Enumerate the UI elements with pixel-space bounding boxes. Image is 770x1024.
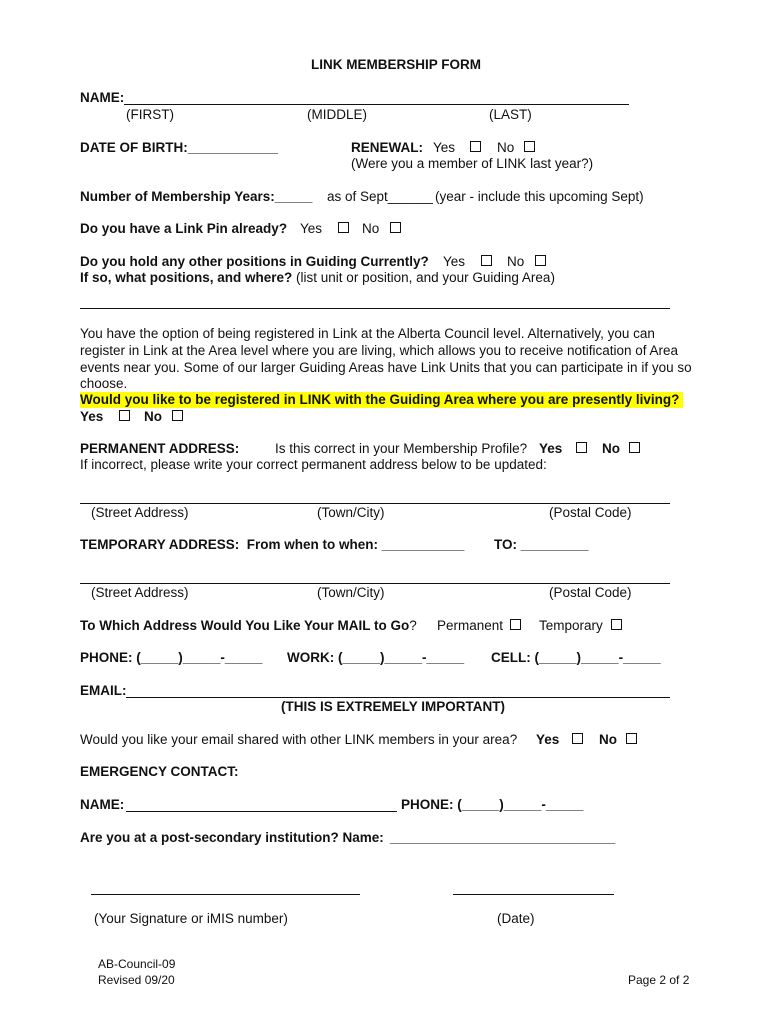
form-code: AB-Council-09 [98, 957, 176, 971]
permanent-yes-label: Yes [539, 441, 563, 456]
mail-question-mark: ? [409, 618, 417, 633]
emergency-name-input-line[interactable] [126, 811, 397, 812]
membership-years-note: (year - include this upcoming Sept) [435, 189, 644, 204]
post-secondary-name-field[interactable]: ______________________________ [390, 830, 616, 845]
membership-years-field[interactable]: Number of Membership Years:_____ [80, 189, 313, 204]
email-share-no-label: No [599, 732, 617, 747]
renewal-no-checkbox[interactable] [524, 141, 535, 152]
link-pin-no-checkbox[interactable] [390, 222, 401, 233]
mail-question [80, 618, 417, 634]
permanent-address-question: Is this correct in your Membership Profile? [275, 441, 528, 456]
temporary-address-input-line[interactable] [80, 583, 670, 584]
renewal-yes-label: Yes [433, 140, 456, 155]
email-share-yes-label: Yes [536, 732, 560, 747]
other-positions-yes-checkbox[interactable] [481, 255, 492, 266]
other-positions-input-line[interactable] [80, 308, 670, 309]
mail-temporary-checkbox[interactable] [611, 619, 622, 630]
temporary-address-field[interactable]: TEMPORARY ADDRESS: From when to when: ___________ [80, 537, 465, 552]
first-label: (FIRST) [126, 107, 174, 122]
emergency-name-label: NAME: [80, 797, 125, 812]
area-no-checkbox[interactable] [172, 410, 183, 421]
temporary-town-label: (Town/City) [317, 585, 385, 600]
mail-permanent-label: Permanent [437, 618, 504, 633]
paragraph-line-1: You have the option of being registered in Link at the Alberta Council level. Alternatively, you can [80, 326, 655, 341]
other-positions-question: Do you hold any other positions in Guiding Currently? [80, 254, 429, 269]
permanent-street-label: (Street Address) [91, 505, 189, 520]
paragraph-line-2: register in Link at the Area level where you are living, which allows you to receive notification of Area [80, 343, 679, 358]
followup-note: (list unit or position, and your Guiding Area) [296, 270, 555, 285]
page-number: Page 2 of 2 [628, 973, 690, 987]
form-title: LINK MEMBERSHIP FORM [311, 57, 482, 72]
renewal-no-label: No [497, 140, 515, 155]
permanent-no-checkbox[interactable] [629, 442, 640, 453]
area-yes-label: Yes [80, 409, 104, 424]
phone-field[interactable]: PHONE: (_____)_____-_____ [80, 650, 263, 665]
date-label: (Date) [497, 911, 535, 926]
permanent-no-label: No [602, 441, 620, 456]
mail-question-label: To Which Address Would You Like Your MAIL to Go [80, 618, 410, 633]
paragraph-line-4: choose. [80, 376, 128, 391]
area-question: Would you like to be registered in LINK with the Guiding Area where you are presently living? [80, 392, 683, 408]
emergency-phone-field[interactable]: PHONE: (_____)_____-_____ [401, 797, 584, 812]
permanent-address-label: PERMANENT ADDRESS: [80, 441, 240, 456]
as-of-sept-field[interactable]: as of Sept______ [327, 189, 433, 204]
renewal-label: RENEWAL: [351, 140, 423, 155]
link-pin-question: Do you have a Link Pin already? [80, 221, 288, 236]
email-label: EMAIL: [80, 683, 127, 698]
paragraph-line-3: events near you. Some of our larger Guiding Areas have Link Units that you can participate in if you so [80, 360, 692, 375]
other-positions-followup [80, 270, 555, 286]
last-label: (LAST) [489, 107, 532, 122]
renewal-hint: (Were you a member of LINK last year?) [351, 156, 594, 171]
followup-bold: If so, what positions, and where? [80, 270, 293, 285]
revised-date: Revised 09/20 [98, 973, 175, 987]
area-yes-checkbox[interactable] [119, 410, 130, 421]
middle-label: (MIDDLE) [307, 107, 367, 122]
other-positions-yes-label: Yes [443, 254, 466, 269]
permanent-address-note: If incorrect, please write your correct permanent address below to be updated: [80, 457, 547, 472]
signature-line[interactable] [91, 894, 360, 895]
link-pin-no-label: No [362, 221, 380, 236]
email-input-line[interactable] [126, 697, 670, 698]
link-pin-yes-checkbox[interactable] [338, 222, 349, 233]
dob-field[interactable]: DATE OF BIRTH:____________ [80, 140, 278, 155]
name-input-line[interactable] [124, 104, 629, 105]
email-share-question: Would you like your email shared with other LINK members in your area? [80, 732, 518, 747]
other-positions-no-checkbox[interactable] [535, 255, 546, 266]
email-share-yes-checkbox[interactable] [572, 733, 583, 744]
emergency-heading: EMERGENCY CONTACT: [80, 764, 239, 779]
cell-phone-field[interactable]: CELL: (_____)_____-_____ [491, 650, 661, 665]
permanent-postal-label: (Postal Code) [549, 505, 632, 520]
mail-temporary-label: Temporary [539, 618, 603, 633]
link-pin-yes-label: Yes [300, 221, 323, 236]
permanent-yes-checkbox[interactable] [576, 442, 587, 453]
work-phone-field[interactable]: WORK: (_____)_____-_____ [287, 650, 465, 665]
email-share-no-checkbox[interactable] [626, 733, 637, 744]
other-positions-no-label: No [507, 254, 525, 269]
signature-label: (Your Signature or iMIS number) [94, 911, 288, 926]
area-no-label: No [144, 409, 162, 424]
date-line[interactable] [453, 894, 614, 895]
temporary-postal-label: (Postal Code) [549, 585, 632, 600]
temporary-street-label: (Street Address) [91, 585, 189, 600]
post-secondary-label: Are you at a post-secondary institution? Name: [80, 830, 384, 845]
renewal-yes-checkbox[interactable] [470, 141, 481, 152]
name-label: NAME: [80, 90, 125, 105]
mail-permanent-checkbox[interactable] [510, 619, 521, 630]
permanent-town-label: (Town/City) [317, 505, 385, 520]
permanent-address-input-line[interactable] [80, 503, 670, 504]
temporary-to-field[interactable]: TO: _________ [494, 537, 589, 552]
email-important-note: (THIS IS EXTREMELY IMPORTANT) [281, 699, 506, 714]
